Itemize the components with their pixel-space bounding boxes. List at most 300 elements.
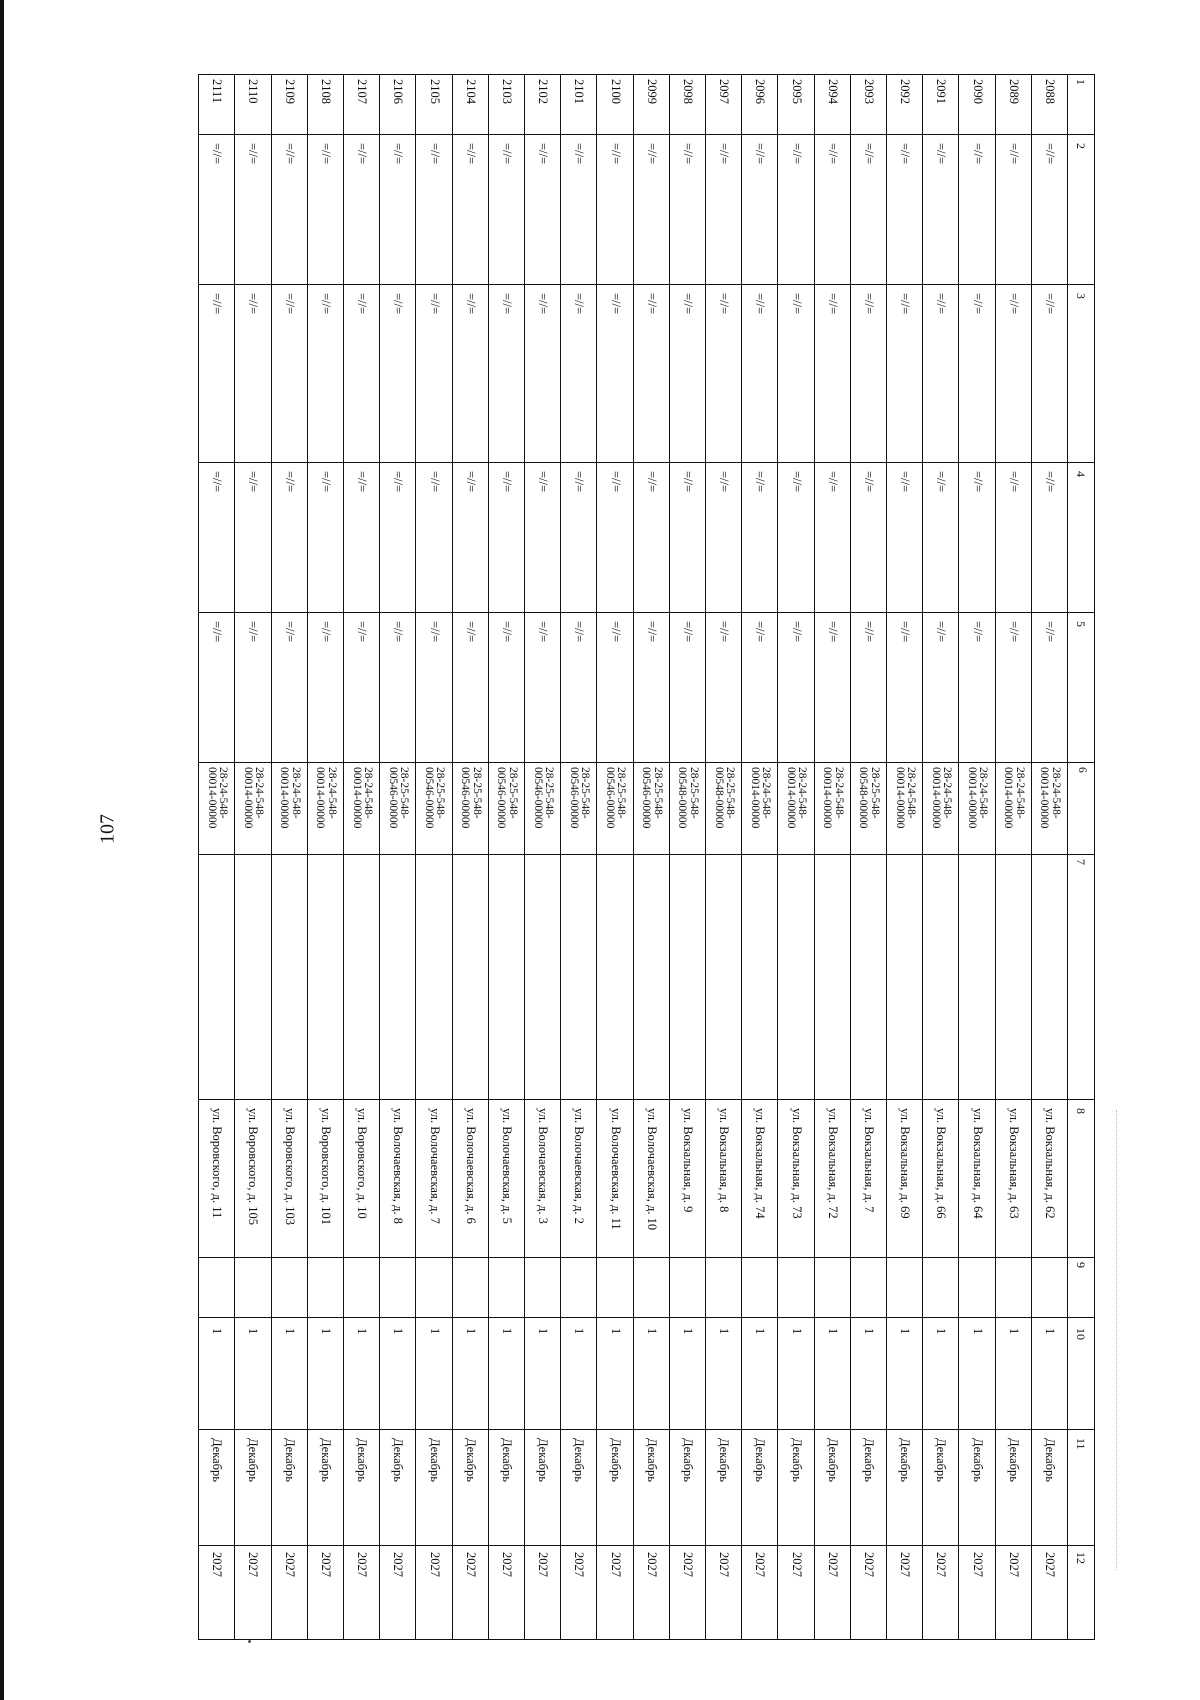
cell — [307, 855, 343, 1100]
cell: =//= — [705, 613, 741, 763]
quantity-cell: 1 — [271, 1318, 307, 1430]
cell: =//= — [814, 135, 850, 285]
cell: =//= — [380, 135, 416, 285]
cell: =//= — [886, 285, 922, 463]
cell — [742, 855, 778, 1100]
cell — [814, 1258, 850, 1318]
cell: =//= — [199, 463, 235, 613]
table-row — [959, 75, 995, 1640]
cell — [488, 1258, 524, 1318]
cell: =//= — [886, 613, 922, 763]
cell: =//= — [597, 135, 633, 285]
address-cell: ул. Вокзальная, д. 63 — [995, 1100, 1031, 1258]
cell: =//= — [923, 613, 959, 763]
cell: =//= — [380, 285, 416, 463]
page-number: 107 — [96, 814, 119, 844]
quantity-cell: 1 — [814, 1318, 850, 1430]
cell: =//= — [633, 463, 669, 613]
table-row — [669, 75, 705, 1640]
cell: =//= — [1031, 135, 1067, 285]
cell: =//= — [271, 285, 307, 463]
cell: =//= — [669, 463, 705, 613]
cell: =//= — [778, 135, 814, 285]
row-number-cell: 2095 — [778, 75, 814, 135]
cell: =//= — [452, 463, 488, 613]
cell — [959, 1258, 995, 1318]
quantity-cell: 1 — [488, 1318, 524, 1430]
address-cell: ул. Вокзальная, д. 7 — [850, 1100, 886, 1258]
cell — [742, 1258, 778, 1318]
code-cell: 28-25-548- 00548-00000 — [850, 763, 886, 855]
cell: =//= — [995, 463, 1031, 613]
year-cell: 2027 — [850, 1546, 886, 1640]
cell: =//= — [850, 285, 886, 463]
quantity-cell: 1 — [669, 1318, 705, 1430]
cell: =//= — [271, 135, 307, 285]
cell: =//= — [814, 463, 850, 613]
cell: =//= — [488, 285, 524, 463]
year-cell: 2027 — [343, 1546, 379, 1640]
cell — [416, 855, 452, 1100]
table-row — [814, 75, 850, 1640]
cell: =//= — [1031, 285, 1067, 463]
cell — [199, 855, 235, 1100]
cell: =//= — [814, 613, 850, 763]
column-header: 6 — [1068, 763, 1095, 855]
cell: =//= — [343, 463, 379, 613]
cell: =//= — [307, 135, 343, 285]
scan-speck — [248, 1640, 251, 1643]
address-cell: ул. Волочаевская, д. 8 — [380, 1100, 416, 1258]
cell — [850, 855, 886, 1100]
month-cell: Декабрь — [597, 1430, 633, 1546]
cell — [199, 1258, 235, 1318]
table-row — [995, 75, 1031, 1640]
month-cell: Декабрь — [307, 1430, 343, 1546]
cell — [380, 855, 416, 1100]
cell — [633, 1258, 669, 1318]
month-cell: Декабрь — [814, 1430, 850, 1546]
cell: =//= — [307, 613, 343, 763]
code-cell: 28-24-548- 00014-00000 — [814, 763, 850, 855]
month-cell: Декабрь — [923, 1430, 959, 1546]
cell: =//= — [488, 135, 524, 285]
year-cell: 2027 — [380, 1546, 416, 1640]
cell: =//= — [705, 135, 741, 285]
month-cell: Декабрь — [995, 1430, 1031, 1546]
year-cell: 2027 — [742, 1546, 778, 1640]
row-number-cell: 2094 — [814, 75, 850, 135]
table-row — [452, 75, 488, 1640]
cell — [561, 1258, 597, 1318]
month-cell: Декабрь — [524, 1430, 560, 1546]
cell: =//= — [488, 463, 524, 613]
month-cell: Декабрь — [742, 1430, 778, 1546]
cell — [416, 1258, 452, 1318]
address-cell: ул. Вокзальная, д. 73 — [778, 1100, 814, 1258]
cell: =//= — [742, 135, 778, 285]
cell: =//= — [416, 463, 452, 613]
cell: =//= — [452, 135, 488, 285]
table-row — [380, 75, 416, 1640]
quantity-cell: 1 — [597, 1318, 633, 1430]
quantity-cell: 1 — [778, 1318, 814, 1430]
cell — [524, 1258, 560, 1318]
cell: =//= — [705, 463, 741, 613]
address-cell: ул. Воровского, д. 10 — [343, 1100, 379, 1258]
cell: =//= — [561, 285, 597, 463]
cell: =//= — [886, 135, 922, 285]
month-cell: Декабрь — [669, 1430, 705, 1546]
table-row — [1031, 75, 1067, 1640]
cell — [778, 855, 814, 1100]
cell: =//= — [597, 285, 633, 463]
cell — [343, 1258, 379, 1318]
cell — [343, 855, 379, 1100]
cell: =//= — [307, 285, 343, 463]
cell: =//= — [995, 135, 1031, 285]
cell: =//= — [343, 285, 379, 463]
year-cell: 2027 — [452, 1546, 488, 1640]
code-cell: 28-25-548- 00546-00000 — [561, 763, 597, 855]
table-row — [307, 75, 343, 1640]
code-cell: 28-24-548- 00014-00000 — [959, 763, 995, 855]
quantity-cell: 1 — [561, 1318, 597, 1430]
quantity-cell: 1 — [850, 1318, 886, 1430]
cell — [995, 1258, 1031, 1318]
year-cell: 2027 — [923, 1546, 959, 1640]
cell — [561, 855, 597, 1100]
cell: =//= — [452, 613, 488, 763]
cell — [1031, 1258, 1067, 1318]
quantity-cell: 1 — [923, 1318, 959, 1430]
address-cell: ул. Вокзальная, д. 8 — [705, 1100, 741, 1258]
quantity-cell: 1 — [886, 1318, 922, 1430]
cell: =//= — [742, 613, 778, 763]
cell: =//= — [199, 613, 235, 763]
code-cell: 28-24-548- 00014-00000 — [307, 763, 343, 855]
cell — [271, 855, 307, 1100]
cell — [886, 855, 922, 1100]
column-header: 10 — [1068, 1318, 1095, 1430]
column-header: 1 — [1068, 75, 1095, 135]
cell — [235, 855, 271, 1100]
cell — [271, 1258, 307, 1318]
cell: =//= — [850, 135, 886, 285]
row-number-cell: 2102 — [524, 75, 560, 135]
cell: =//= — [524, 613, 560, 763]
row-number-cell: 2110 — [235, 75, 271, 135]
code-cell: 28-24-548- 00014-00000 — [742, 763, 778, 855]
cell: =//= — [199, 285, 235, 463]
row-number-cell: 2099 — [633, 75, 669, 135]
address-cell: ул. Вокзальная, д. 66 — [923, 1100, 959, 1258]
year-cell: 2027 — [416, 1546, 452, 1640]
cell: =//= — [235, 613, 271, 763]
cell: =//= — [923, 135, 959, 285]
year-cell: 2027 — [995, 1546, 1031, 1640]
row-number-cell: 2105 — [416, 75, 452, 135]
address-cell: ул. Вокзальная, д. 69 — [886, 1100, 922, 1258]
month-cell: Декабрь — [850, 1430, 886, 1546]
cell — [959, 855, 995, 1100]
table-row — [923, 75, 959, 1640]
month-cell: Декабрь — [633, 1430, 669, 1546]
quantity-cell: 1 — [524, 1318, 560, 1430]
row-number-cell: 2091 — [923, 75, 959, 135]
month-cell: Декабрь — [778, 1430, 814, 1546]
cell: =//= — [271, 613, 307, 763]
cell: =//= — [669, 613, 705, 763]
cell: =//= — [742, 463, 778, 613]
code-cell: 28-24-548- 00014-00000 — [343, 763, 379, 855]
cell: =//= — [778, 285, 814, 463]
row-number-cell: 2096 — [742, 75, 778, 135]
cell — [633, 855, 669, 1100]
row-number-cell: 2097 — [705, 75, 741, 135]
quantity-cell: 1 — [995, 1318, 1031, 1430]
quantity-cell: 1 — [416, 1318, 452, 1430]
code-cell: 28-25-548- 00546-00000 — [416, 763, 452, 855]
year-cell: 2027 — [488, 1546, 524, 1640]
cell: =//= — [669, 285, 705, 463]
code-cell: 28-25-548- 00546-00000 — [633, 763, 669, 855]
quantity-cell: 1 — [343, 1318, 379, 1430]
column-header: 5 — [1068, 613, 1095, 763]
code-cell: 28-25-548- 00546-00000 — [452, 763, 488, 855]
cell — [452, 855, 488, 1100]
address-cell: ул. Волочаевская, д. 2 — [561, 1100, 597, 1258]
cell — [923, 1258, 959, 1318]
column-header: 9 — [1068, 1258, 1095, 1318]
month-cell: Декабрь — [380, 1430, 416, 1546]
row-number-cell: 2104 — [452, 75, 488, 135]
code-cell: 28-25-548- 00546-00000 — [524, 763, 560, 855]
row-number-cell: 2107 — [343, 75, 379, 135]
cell: =//= — [561, 613, 597, 763]
cell — [850, 1258, 886, 1318]
column-header: 11 — [1068, 1430, 1095, 1546]
cell — [705, 855, 741, 1100]
cell: =//= — [199, 135, 235, 285]
year-cell: 2027 — [886, 1546, 922, 1640]
scan-artifact — [1116, 1110, 1119, 1570]
cell: =//= — [923, 463, 959, 613]
row-number-cell: 2089 — [995, 75, 1031, 135]
cell: =//= — [416, 285, 452, 463]
year-cell: 2027 — [959, 1546, 995, 1640]
code-cell: 28-24-548- 00014-00000 — [995, 763, 1031, 855]
cell: =//= — [850, 463, 886, 613]
table-row — [705, 75, 741, 1640]
quantity-cell: 1 — [705, 1318, 741, 1430]
cell: =//= — [488, 613, 524, 763]
cell: =//= — [959, 463, 995, 613]
month-cell: Декабрь — [343, 1430, 379, 1546]
month-cell: Декабрь — [271, 1430, 307, 1546]
cell: =//= — [416, 613, 452, 763]
column-header: 3 — [1068, 285, 1095, 463]
cell: =//= — [561, 135, 597, 285]
row-number-cell: 2108 — [307, 75, 343, 135]
code-cell: 28-24-548- 00014-00000 — [1031, 763, 1067, 855]
cell: =//= — [778, 613, 814, 763]
address-cell: ул. Вокзальная, д. 74 — [742, 1100, 778, 1258]
row-number-cell: 2090 — [959, 75, 995, 135]
cell: =//= — [597, 463, 633, 613]
cell: =//= — [235, 285, 271, 463]
row-number-cell: 2106 — [380, 75, 416, 135]
column-header: 12 — [1068, 1546, 1095, 1640]
cell: =//= — [1031, 613, 1067, 763]
table-row — [742, 75, 778, 1640]
cell — [235, 1258, 271, 1318]
address-cell: ул. Вокзальная, д. 9 — [669, 1100, 705, 1258]
row-number-cell: 2111 — [199, 75, 235, 135]
address-cell: ул. Воровского, д. 105 — [235, 1100, 271, 1258]
address-cell: ул. Воровского, д. 11 — [199, 1100, 235, 1258]
cell: =//= — [1031, 463, 1067, 613]
table-row — [850, 75, 886, 1640]
address-cell: ул. Волочаевская, д. 7 — [416, 1100, 452, 1258]
cell: =//= — [669, 135, 705, 285]
quantity-cell: 1 — [199, 1318, 235, 1430]
table-row — [524, 75, 560, 1640]
code-cell: 28-25-548- 00546-00000 — [597, 763, 633, 855]
cell: =//= — [633, 135, 669, 285]
cell — [1031, 855, 1067, 1100]
code-cell: 28-25-548- 00546-00000 — [488, 763, 524, 855]
cell — [778, 1258, 814, 1318]
cell: =//= — [742, 285, 778, 463]
quantity-cell: 1 — [380, 1318, 416, 1430]
code-cell: 28-24-548- 00014-00000 — [199, 763, 235, 855]
year-cell: 2027 — [1031, 1546, 1067, 1640]
cell — [488, 855, 524, 1100]
code-cell: 28-25-548- 00548-00000 — [705, 763, 741, 855]
address-cell: ул. Вокзальная, д. 72 — [814, 1100, 850, 1258]
cell — [597, 855, 633, 1100]
scan-edge — [0, 0, 4, 1700]
cell: =//= — [778, 463, 814, 613]
row-number-cell: 2098 — [669, 75, 705, 135]
year-cell: 2027 — [669, 1546, 705, 1640]
address-cell: ул. Волочаевская, д. 5 — [488, 1100, 524, 1258]
table-row — [235, 75, 271, 1640]
cell — [995, 855, 1031, 1100]
cell: =//= — [524, 135, 560, 285]
row-number-cell: 2109 — [271, 75, 307, 135]
cell — [669, 1258, 705, 1318]
code-cell: 28-24-548- 00014-00000 — [778, 763, 814, 855]
cell: =//= — [524, 463, 560, 613]
quantity-cell: 1 — [633, 1318, 669, 1430]
cell: =//= — [850, 613, 886, 763]
cell: =//= — [814, 285, 850, 463]
year-cell: 2027 — [271, 1546, 307, 1640]
month-cell: Декабрь — [199, 1430, 235, 1546]
cell: =//= — [995, 285, 1031, 463]
cell: =//= — [705, 285, 741, 463]
month-cell: Декабрь — [886, 1430, 922, 1546]
code-cell: 28-24-548- 00014-00000 — [886, 763, 922, 855]
table-row — [416, 75, 452, 1640]
cell: =//= — [416, 135, 452, 285]
month-cell: Декабрь — [452, 1430, 488, 1546]
table-row — [343, 75, 379, 1640]
address-cell: ул. Воровского, д. 101 — [307, 1100, 343, 1258]
year-cell: 2027 — [307, 1546, 343, 1640]
column-header: 8 — [1068, 1100, 1095, 1258]
cell — [814, 855, 850, 1100]
year-cell: 2027 — [199, 1546, 235, 1640]
cell — [597, 1258, 633, 1318]
column-header: 2 — [1068, 135, 1095, 285]
month-cell: Декабрь — [1031, 1430, 1067, 1546]
quantity-cell: 1 — [959, 1318, 995, 1430]
register-table — [198, 74, 1095, 1640]
cell: =//= — [633, 613, 669, 763]
year-cell: 2027 — [597, 1546, 633, 1640]
year-cell: 2027 — [633, 1546, 669, 1640]
cell: =//= — [380, 613, 416, 763]
cell — [705, 1258, 741, 1318]
cell: =//= — [923, 285, 959, 463]
cell: =//= — [235, 135, 271, 285]
address-cell: ул. Воровского, д. 103 — [271, 1100, 307, 1258]
column-header: 4 — [1068, 463, 1095, 613]
table-row — [597, 75, 633, 1640]
quantity-cell: 1 — [452, 1318, 488, 1430]
cell: =//= — [343, 613, 379, 763]
cell — [452, 1258, 488, 1318]
table-row — [886, 75, 922, 1640]
cell: =//= — [235, 463, 271, 613]
code-cell: 28-24-548- 00014-00000 — [923, 763, 959, 855]
year-cell: 2027 — [778, 1546, 814, 1640]
address-cell: ул. Волочаевская, д. 3 — [524, 1100, 560, 1258]
row-number-cell: 2088 — [1031, 75, 1067, 135]
cell: =//= — [995, 613, 1031, 763]
table-row — [271, 75, 307, 1640]
address-cell: ул. Волочаевская, д. 11 — [597, 1100, 633, 1258]
row-number-cell: 2100 — [597, 75, 633, 135]
quantity-cell: 1 — [1031, 1318, 1067, 1430]
table-row — [199, 75, 235, 1640]
address-cell: ул. Волочаевская, д. 10 — [633, 1100, 669, 1258]
month-cell: Декабрь — [561, 1430, 597, 1546]
table-row — [633, 75, 669, 1640]
address-cell: ул. Волочаевская, д. 6 — [452, 1100, 488, 1258]
quantity-cell: 1 — [307, 1318, 343, 1430]
cell: =//= — [959, 285, 995, 463]
code-cell: 28-24-548- 00014-00000 — [271, 763, 307, 855]
year-cell: 2027 — [524, 1546, 560, 1640]
cell: =//= — [307, 463, 343, 613]
row-number-cell: 2103 — [488, 75, 524, 135]
cell: =//= — [524, 285, 560, 463]
cell — [524, 855, 560, 1100]
month-cell: Декабрь — [959, 1430, 995, 1546]
code-cell: 28-25-548- 00546-00000 — [380, 763, 416, 855]
address-cell: ул. Вокзальная, д. 62 — [1031, 1100, 1067, 1258]
code-cell: 28-24-548- 00014-00000 — [235, 763, 271, 855]
code-cell: 28-25-548- 00548-00000 — [669, 763, 705, 855]
row-number-cell: 2093 — [850, 75, 886, 135]
year-cell: 2027 — [561, 1546, 597, 1640]
table-row — [561, 75, 597, 1640]
cell: =//= — [959, 135, 995, 285]
